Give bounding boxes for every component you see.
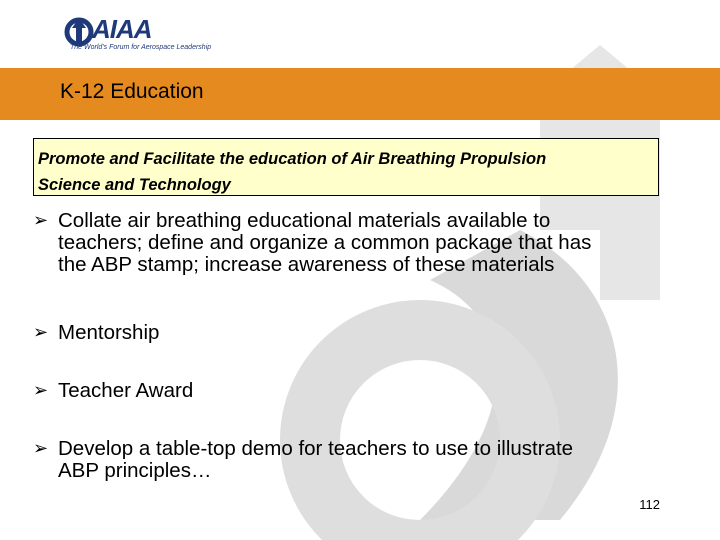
logo-tagline: The World's Forum for Aerospace Leadership [70, 44, 212, 51]
aiaa-logo [62, 12, 212, 58]
arrow-bullet-icon: ➢ [33, 438, 49, 459]
bullet-line: Develop a table-top demo for teachers to use to illustrate [58, 437, 574, 460]
logo-name: AIAA [92, 14, 152, 44]
mission-line-2: Science and Technology [38, 176, 231, 194]
mission-statement-box [33, 138, 659, 196]
bullet-line: Mentorship [58, 321, 160, 344]
title-bar [0, 68, 720, 120]
mission-line-1: Promote and Facilitate the education of Air Breathing Propulsion [38, 150, 547, 168]
arrow-bullet-icon: ➢ [33, 210, 49, 231]
bullet-line: teachers; define and organize a common package that has [58, 231, 592, 254]
bullet-line: ABP principles… [58, 459, 212, 482]
arrow-bullet-icon: ➢ [33, 322, 49, 343]
bullet-line: Collate air breathing educational materials available to [58, 209, 551, 232]
arrow-bullet-icon: ➢ [33, 380, 49, 401]
bullet-line: the ABP stamp; increase awareness of these materials [58, 253, 555, 276]
bullet-line: Teacher Award [58, 379, 194, 402]
page-title: K-12 Education [60, 80, 204, 103]
page-number: 112 [639, 497, 660, 512]
